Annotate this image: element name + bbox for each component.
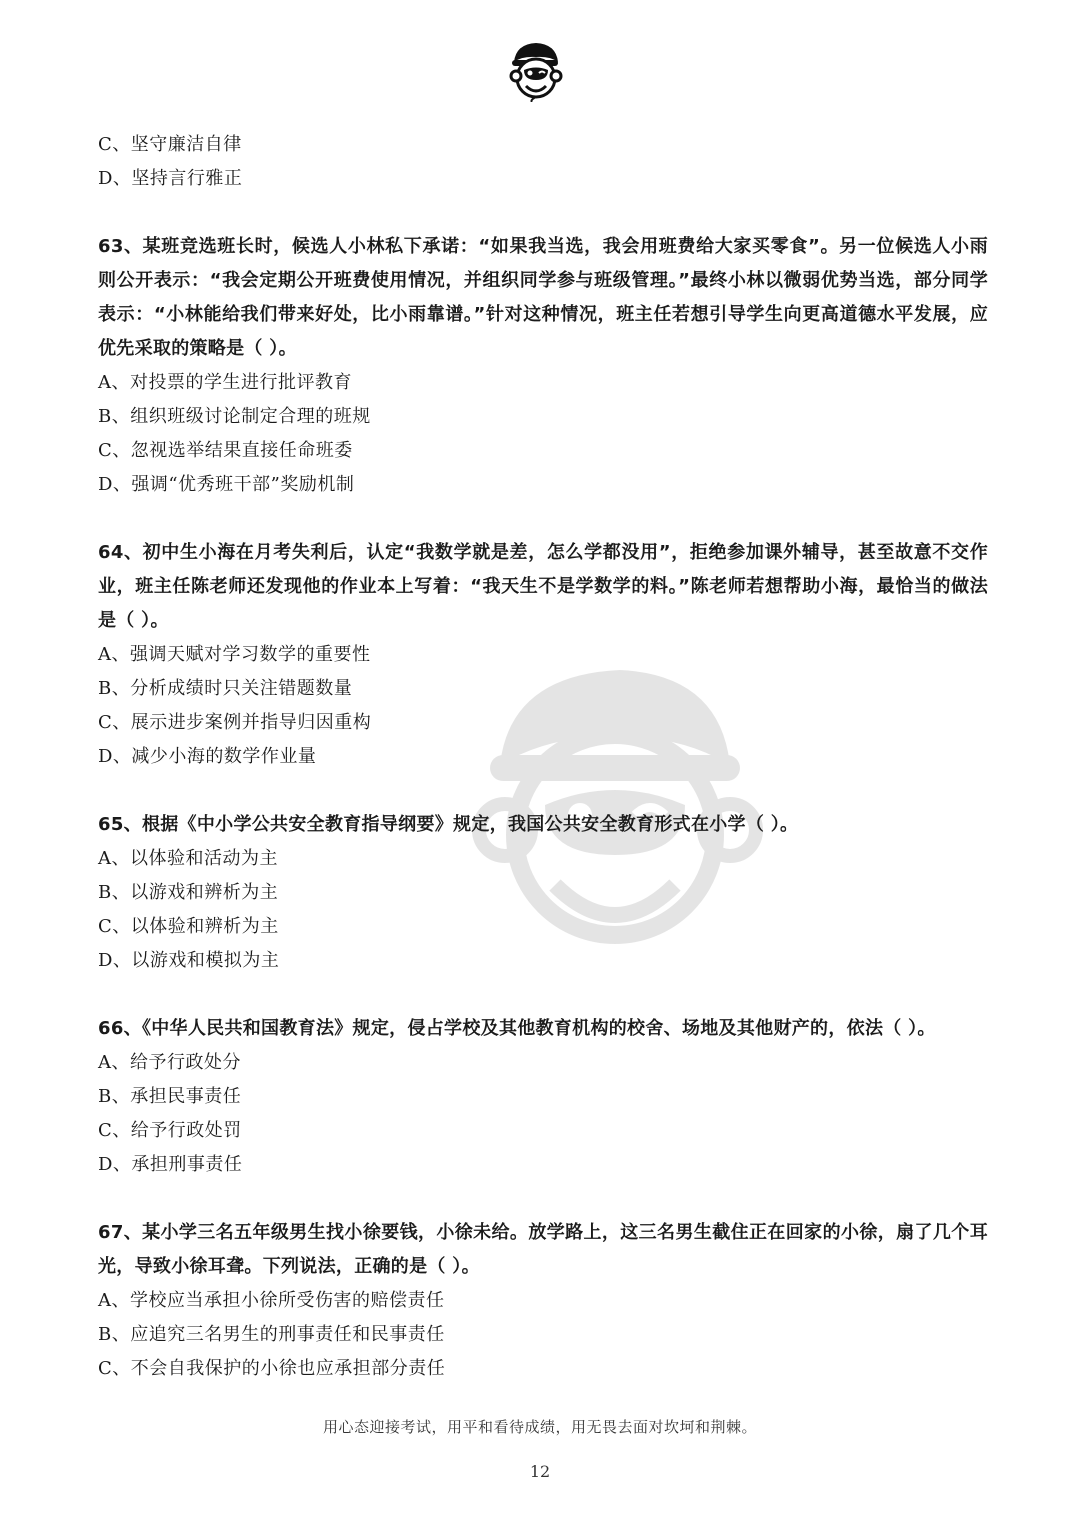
question-67-stem: 67、某小学三名五年级男生找小徐要钱，小徐未给。放学路上，这三名男生截住正在回家的小徐，扇了几个耳光，导致小徐耳聋。下列说法，正确的是（ ）。 <box>98 1222 988 1277</box>
answer-option: C、展示进步案例并指导归因重构 <box>98 712 372 733</box>
answer-option: D、减少小海的数学作业量 <box>98 746 317 767</box>
footer-motto: 用心态迎接考试，用平和看待成绩，用无畏去面对坎坷和荆棘。 <box>322 1418 757 1436</box>
monkey-mascot-icon <box>506 40 564 102</box>
answer-option: C、不会自我保护的小徐也应承担部分责任 <box>98 1358 446 1379</box>
answer-option: A、以体验和活动为主 <box>98 848 278 869</box>
answer-option: A、学校应当承担小徐所受伤害的赔偿责任 <box>98 1290 445 1311</box>
answer-option: B、应追究三名男生的刑事责任和民事责任 <box>98 1324 445 1345</box>
answer-option: B、组织班级讨论制定合理的班规 <box>98 406 371 427</box>
answer-option: A、给予行政处分 <box>98 1052 241 1073</box>
answer-option: B、分析成绩时只关注错题数量 <box>98 678 353 699</box>
question-66-stem: 66、《中华人民共和国教育法》规定，侵占学校及其他教育机构的校舍、场地及其他财产的，依法（ ）。 <box>98 1018 936 1039</box>
answer-option: D、强调“优秀班干部”奖励机制 <box>98 474 355 495</box>
answer-option: C、坚守廉洁自律 <box>98 134 242 155</box>
answer-option: D、坚持言行雅正 <box>98 168 243 189</box>
answer-option: C、忽视选举结果直接任命班委 <box>98 440 353 461</box>
answer-option: C、以体验和辨析为主 <box>98 916 279 937</box>
question-63-stem: 63、某班竞选班长时，候选人小林私下承诺：“如果我当选，我会用班费给大家买零食”。另一位候选人小雨则公开表示：“我会定期公开班费使用情况，并组织同学参与班级管理。”最终小林以微弱优势当选，部分同学表示：“小林能给我们带来好处，比小雨靠谱。”针对这种情况，班主任若想引导学生向更高道德水平发展，应优先采取的策略是（ ）。 <box>98 236 988 359</box>
answer-option: B、以游戏和辨析为主 <box>98 882 279 903</box>
question-65-stem: 65、根据《中小学公共安全教育指导纲要》规定，我国公共安全教育形式在小学（ ）。 <box>98 814 799 835</box>
question-64-stem: 64、初中生小海在月考失利后，认定“我数学就是差，怎么学都没用”，拒绝参加课外辅导，甚至故意不交作业，班主任陈老师还发现他的作业本上写着：“我天生不是学数学的料。”陈老师若想帮助小海，最恰当的做法是（ ）。 <box>98 542 988 631</box>
answer-option: D、以游戏和模拟为主 <box>98 950 280 971</box>
answer-option: A、对投票的学生进行批评教育 <box>98 372 352 393</box>
page-number: 12 <box>529 1462 551 1481</box>
answer-option: D、承担刑事责任 <box>98 1154 243 1175</box>
answer-option: B、承担民事责任 <box>98 1086 242 1107</box>
answer-option: C、给予行政处罚 <box>98 1120 242 1141</box>
answer-option: A、强调天赋对学习数学的重要性 <box>98 644 371 665</box>
question-content <box>98 128 988 1386</box>
